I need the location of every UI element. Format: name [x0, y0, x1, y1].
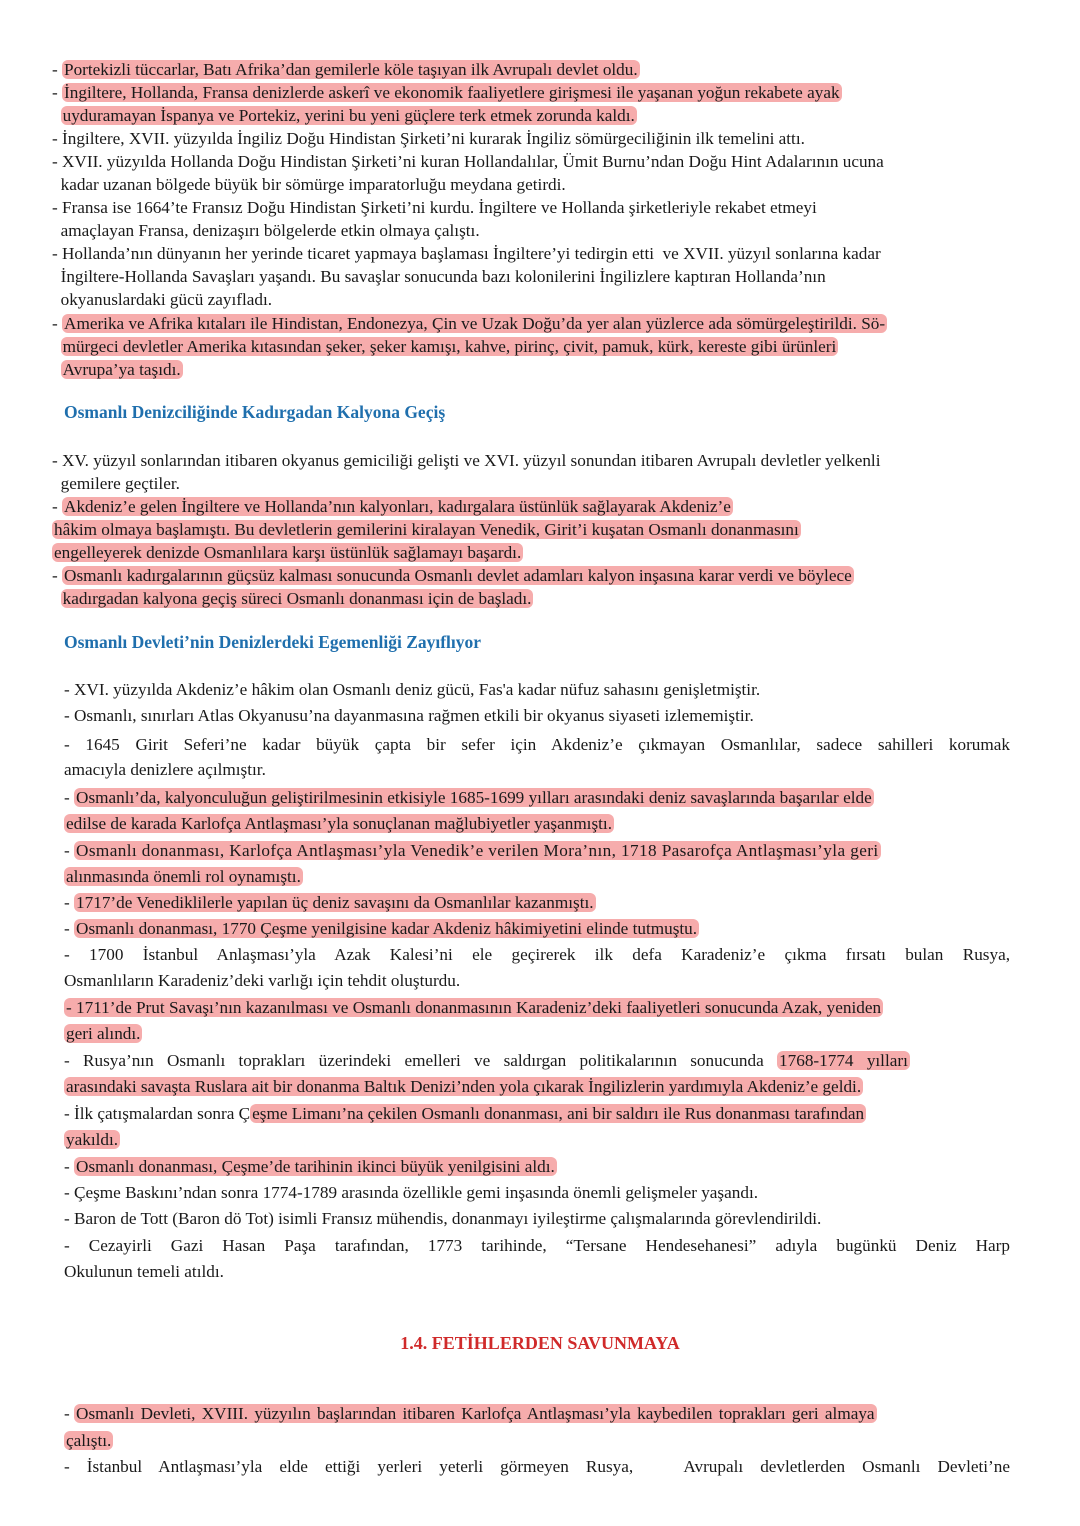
text-line: kadar uzanan bölgede büyük bir sömürge imparatorluğu meydana getirdi. [52, 175, 566, 194]
text-line: - Rusya’nın Osmanlı toprakları üzerindeki emelleri ve saldırgan politikalarının sonucunda 1768-1774 yılları [64, 1051, 908, 1070]
text-line [52, 358, 183, 381]
text-line [52, 335, 838, 358]
text-line: - Amerika ve Afrika kıtaları ile Hindistan, Endonezya, Çin ve Uzak Doğu’da yer alan yüzlerce ada sömürgeleştirildi. Sö- [52, 314, 886, 333]
highlight: alınmasında önemli rol oynamıştı. [66, 867, 301, 886]
highlight: 1717’de Venediklilerle yapılan üç deniz savaşını da Osmanlılar kazanmıştı. [76, 893, 594, 912]
text-line: - Hollanda’nın dünyanın her yerinde ticaret yapmaya başlaması İngiltere’yi tedirgin etti ve XVII. yüzyıl sonlarına kadar [52, 244, 881, 263]
text-line [64, 1128, 120, 1151]
highlight: Osmanlı donanması, Çeşme’de tarihinin ikinci büyük yenilgisini aldı. [76, 1157, 555, 1176]
section-title: 1.4. FETİHLERDEN SAVUNMAYA [400, 1333, 680, 1353]
highlight: Osmanlı Devleti, XVIII. yüzyılın başlarından itibaren Karlofça Antlaşması’yla kaybedilen toprakları geri almaya [76, 1404, 875, 1423]
text-line: - Portekizli tüccarlar, Batı Afrika’dan gemilerle köle taşıyan ilk Avrupalı devlet oldu. [52, 60, 638, 79]
text-line: amaçlayan Fransa, denizaşırı bölgelerde etkin olmaya çalıştı. [52, 221, 480, 240]
text-line: gemilere geçtiler. [52, 474, 180, 493]
text-line [64, 865, 303, 888]
highlight: Osmanlı kadırgalarının güçsüz kalması sonucunda Osmanlı devlet adamları kalyon inşasına karar verdi ve böylece [64, 566, 852, 585]
highlight: Osmanlı’da, kalyonculuğun geliştirilmesinin etkisiyle 1685-1699 yılları arasındaki deniz savaşlarında başarılar elde [76, 788, 872, 807]
text-line: - Osmanlı donanması, 1770 Çeşme yenilgisine kadar Akdeniz hâkimiyetini elinde tutmuştu. [64, 919, 698, 938]
text-line: - Osmanlı Devleti, XVIII. yüzyılın başlarından itibaren Karlofça Antlaşması’yla kaybedilen toprakları geri almaya [64, 1404, 875, 1423]
text-line: - Çeşme Baskını’ndan sonra 1774-1789 arasında özellikle gemi inşasında önemli gelişmeler yaşandı. [64, 1183, 759, 1202]
highlight: eşme Limanı’na çekilen Osmanlı donanması, ani bir saldırı ile Rus donanması tarafından [252, 1104, 865, 1123]
text-line [64, 812, 614, 835]
text-line: - XVII. yüzyılda Hollanda Doğu Hindistan Şirketi’ni kuran Hollandalılar, Ümit Burnu’ndan Doğu Hint Adalarının ucuna [52, 152, 884, 171]
text-line [52, 587, 533, 610]
text-line: - Osmanlı donanması, Karlofça Antlaşması’yla Venedik’e verilen Mora’nın, 1718 Pasarofça Antlaşması’yla geri [64, 841, 879, 860]
text-line: - İngiltere, XVII. yüzyılda İngiliz Doğu Hindistan Şirketi’ni kurarak İngiliz sömürgeciliğinin ilk temelini attı. [52, 129, 805, 148]
text-line [64, 1075, 863, 1098]
text-line: - Akdeniz’e gelen İngiltere ve Hollanda’nın kalyonları, kadırgalara üstünlük sağlayarak Akdeniz’e [52, 497, 731, 516]
text-line: - XVI. yüzyılda Akdeniz’e hâkim olan Osmanlı deniz gücü, Fas'a kadar nüfuz sahasını genişletmiştir. [64, 680, 761, 699]
text-line: - İstanbul Antlaşması’yla elde ettiği yerleri yeterli görmeyen Rusya, Avrupalı devletlerden Osmanlı Devleti’ne [64, 1457, 1010, 1476]
text-line [52, 541, 523, 564]
section-heading: Osmanlı Devleti’nin Denizlerdeki Egemenliği Zayıflıyor [64, 632, 482, 652]
highlight: Portekizli tüccarlar, Batı Afrika’dan gemilerle köle taşıyan ilk Avrupalı devlet oldu. [64, 60, 638, 79]
text-line: - Fransa ise 1664’te Fransız Doğu Hindistan Şirketi’ni kurdu. İngiltere ve Hollanda şirketleriyle rekabet etmeyi [52, 198, 817, 217]
text-line: - İngiltere, Hollanda, Fransa denizlerde askerî ve ekonomik faaliyetlere girişmesi ile yaşanan yoğun rekabete ayak [52, 83, 840, 102]
text-line [64, 1022, 142, 1045]
highlight: İngiltere, Hollanda, Fransa denizlerde askerî ve ekonomik faaliyetlere girişmesi ile yaşanan yoğun rekabete ayak [64, 83, 840, 102]
highlight: Osmanlı donanması, 1770 Çeşme yenilgisine kadar Akdeniz hâkimiyetini elinde tutmuştu. [76, 919, 698, 938]
highlight: mürgeci devletler Amerika kıtasından şeker, şeker kamışı, kahve, pirinç, çivit, pamuk, kürk, kereste gibi ürünleri [62, 337, 837, 356]
text-line: Osmanlıların Karadeniz’deki varlığı için tehdit oluşturdu. [64, 971, 461, 990]
text-line [64, 996, 883, 1019]
text-line: - Osmanlı, sınırları Atlas Okyanusu’na dayanmasına rağmen etkili bir okyanus siyaseti izlememiştir. [64, 706, 754, 725]
text-line: - İlk çatışmalardan sonra Ç eşme Limanı’na çekilen Osmanlı donanması, ani bir saldırı ile Rus donanması tarafından [64, 1104, 865, 1123]
text-line [52, 104, 637, 127]
highlight: çalıştı. [66, 1431, 112, 1450]
text-line: - Cezayirli Gazi Hasan Paşa tarafından, 1773 tarihinde, “Tersane Hendesehanesi” adıyla bugünkü Deniz Harp [64, 1236, 1010, 1255]
highlight: hâkim olmaya başlamıştı. Bu devletlerin gemilerini kiralayan Venedik, Girit’i kuşatan Osmanlı donanmasını [54, 520, 799, 539]
text-line: - 1717’de Venediklilerle yapılan üç deniz savaşını da Osmanlılar kazanmıştı. [64, 893, 594, 912]
highlight: 1768-1774 yılları [779, 1051, 908, 1070]
text-line: - XV. yüzyıl sonlarından itibaren okyanus gemiciliği gelişti ve XVI. yüzyıl sonundan itibaren Avrupalı devletler yelkenli [52, 451, 881, 470]
highlight: edilse de karada Karlofça Antlaşması’yla sonuçlanan mağlubiyetler yaşanmıştı. [66, 814, 612, 833]
highlight: uyduramayan İspanya ve Portekiz, yerini bu yeni güçlere terk etmek zorunda kaldı. [62, 106, 635, 125]
highlight: yakıldı. [66, 1130, 119, 1149]
text-line: okyanuslardaki gücü zayıfladı. [52, 290, 273, 309]
text-line: - 1700 İstanbul Anlaşması’yla Azak Kalesi’ni ele geçirerek ilk defa Karadeniz’e çıkma fırsatı bulan Rusya, [64, 945, 1010, 964]
text-line: - Osmanlı kadırgalarının güçsüz kalması sonucunda Osmanlı devlet adamları kalyon inşasına karar verdi ve böylece [52, 566, 852, 585]
section-heading: Osmanlı Denizciliğinde Kadırgadan Kalyona Geçiş [64, 402, 446, 422]
highlight: arasındaki savaşta Ruslara ait bir donanma Baltık Denizi’nden yola çıkarak İngilizlerin yardımıyla Akdeniz’e geldi. [66, 1077, 862, 1096]
text-line: - Baron de Tott (Baron dö Tot) isimli Fransız mühendis, donanmayı iyileştirme çalışmalarında görevlendirildi. [64, 1209, 822, 1228]
text-line [52, 518, 801, 541]
highlight: Avrupa’ya taşıdı. [62, 360, 181, 379]
text-line: - Osmanlı donanması, Çeşme’de tarihinin ikinci büyük yenilgisini aldı. [64, 1157, 555, 1176]
highlight: kadırgadan kalyona geçiş süreci Osmanlı donanması için de başladı. [62, 589, 532, 608]
text-line: Okulunun temeli atıldı. [64, 1262, 224, 1281]
text-line: - Osmanlı’da, kalyonculuğun geliştirilmesinin etkisiyle 1685-1699 yılları arasındaki deniz savaşlarında başarılar elde [64, 788, 872, 807]
highlight: - 1711’de Prut Savaşı’nın kazanılması ve Osmanlı donanmasının Karadeniz’deki faaliyetleri sonucunda Azak, yeniden [66, 998, 882, 1017]
highlight: Osmanlı donanması, Karlofça Antlaşması’yla Venedik’e verilen Mora’nın, 1718 Pasarofça Antlaşması’yla geri [76, 841, 879, 860]
highlight: engelleyerek denizde Osmanlılara karşı üstünlük sağlamayı başardı. [54, 543, 522, 562]
text-line [64, 1429, 113, 1452]
text-line: amacıyla denizlere açılmıştır. [64, 760, 266, 779]
highlight: Akdeniz’e gelen İngiltere ve Hollanda’nın kalyonları, kadırgalara üstünlük sağlayarak Akdeniz’e [64, 497, 731, 516]
highlight: geri alındı. [66, 1024, 141, 1043]
text-line: - 1645 Girit Seferi’ne kadar büyük çapta bir sefer için Akdeniz’e çıkmayan Osmanlılar, sadece sahilleri korumak [64, 735, 1010, 754]
highlight: Amerika ve Afrika kıtaları ile Hindistan, Endonezya, Çin ve Uzak Doğu’da yer alan yüzlerce ada sömürgeleştirildi. Sö- [64, 314, 886, 333]
text-line: İngiltere-Hollanda Savaşları yaşandı. Bu savaşlar sonucunda bazı kolonilerini İngilizlere kaptıran Hollanda’nın [52, 267, 826, 286]
